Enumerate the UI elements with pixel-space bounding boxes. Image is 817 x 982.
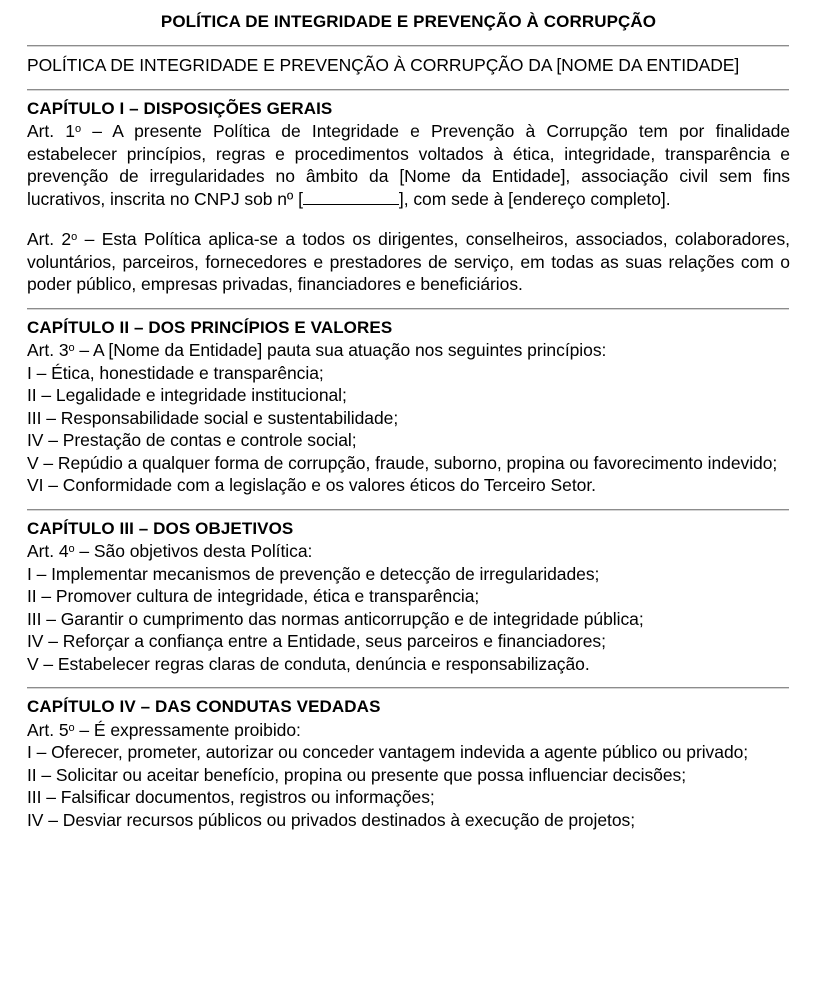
article-2-paragraph: Art. 2$^o$ – Esta Política aplica-se a todos os dirigentes, conselheiros, associados, colaboradores, voluntários, parceiros, fornecedores e prestadores de serviço, em todas as suas relações com o poder público, empresas privadas, financiadores e beneficiários.: [27, 229, 790, 294]
chapter-2-item-6: VI – Conformidade com a legislação e os valores éticos do Terceiro Setor.: [27, 475, 596, 495]
chapter-3-item-2: II – Promover cultura de integridade, ética e transparência;: [27, 586, 480, 606]
article-1-paragraph: [27, 120, 790, 210]
paragraph-spacer: [27, 210, 790, 228]
article-1-text-before-field: Art. 1$^o$ – A presente Política de Integridade e Prevenção à Corrupção tem por finalidade estabelecer princípios, regras e procedimentos voltados à ética, integridade, transparência e prevenção de irregularidades no âmbito da [Nome da Entidade], associação civil sem fins lucrativos, inscrita no CNPJ sob nº [: [27, 121, 790, 209]
chapter-2-item-5: V – Repúdio a qualquer forma de corrupção, fraude, suborno, propina ou favorecimento indevido;: [27, 452, 778, 473]
chapter-section-4: [27, 696, 790, 831]
article-3-lead: Art. 3$^o$ – A [Nome da Entidade] pauta sua atuação nos seguintes princípios:: [27, 340, 607, 360]
document-subtitle: POLÍTICA DE INTEGRIDADE E PREVENÇÃO À CORRUPÇÃO DA [NOME DA ENTIDADE]: [27, 55, 740, 75]
chapter-3-item-1: I – Implementar mecanismos de prevenção e detecção de irregularidades;: [27, 563, 600, 584]
chapter-4-item-2: II – Solicitar ou aceitar benefício, propina ou presente que possa influenciar decisões;: [27, 764, 687, 785]
chapter-2-item-3: III – Responsabilidade social e sustentabilidade;: [27, 407, 399, 428]
chapter-4-item-3: III – Falsificar documentos, registros ou informações;: [27, 787, 435, 807]
title-divider: [27, 45, 789, 47]
chapter-section-2: [27, 317, 790, 497]
chapter-section-1: [27, 98, 790, 296]
article-5-lead: Art. 5$^o$ – É expressamente proibido:: [27, 719, 301, 740]
chapter-2-item-2: II – Legalidade e integridade institucional;: [27, 385, 347, 405]
chapter-4-divider: [27, 687, 789, 689]
chapter-4-item-4: IV – Desviar recursos públicos ou privados destinados à execução de projetos;: [27, 809, 636, 830]
chapter-1-heading: CAPÍTULO I – DISPOSIÇÕES GERAIS: [27, 98, 333, 118]
chapter-2-heading: CAPÍTULO II – DOS PRINCÍPIOS E VALORES: [27, 317, 393, 337]
chapter-1-divider: [27, 89, 789, 91]
chapter-3-divider: [27, 509, 789, 511]
cnpj-blank-field[interactable]: [303, 191, 399, 205]
page-title: POLÍTICA DE INTEGRIDADE E PREVENÇÃO À CORRUPÇÃO: [160, 12, 657, 31]
chapter-2-item-4: IV – Prestação de contas e controle social;: [27, 430, 357, 450]
article-4-lead: Art. 4$^o$ – São objetivos desta Política:: [27, 541, 313, 561]
chapter-4-heading: CAPÍTULO IV – DAS CONDUTAS VEDADAS: [27, 697, 381, 716]
chapter-4-item-1: I – Oferecer, prometer, autorizar ou conceder vantagem indevida a agente público ou privado;: [27, 742, 749, 762]
chapter-3-item-3: III – Garantir o cumprimento das normas anticorrupção e de integridade pública;: [27, 608, 644, 629]
chapter-3-item-5: V – Estabelecer regras claras de conduta, denúncia e responsabilização.: [27, 653, 590, 674]
chapter-2-divider: [27, 308, 789, 310]
chapter-3-heading: CAPÍTULO III – DOS OBJETIVOS: [27, 518, 294, 538]
chapter-3-item-4: IV – Reforçar a confiança entre a Entidade, seus parceiros e financiadores;: [27, 631, 606, 651]
chapter-2-item-1: I – Ética, honestidade e transparência;: [27, 362, 324, 383]
chapter-section-3: [27, 518, 790, 676]
article-1-text-after-field: ], com sede à [endereço completo].: [398, 188, 671, 209]
